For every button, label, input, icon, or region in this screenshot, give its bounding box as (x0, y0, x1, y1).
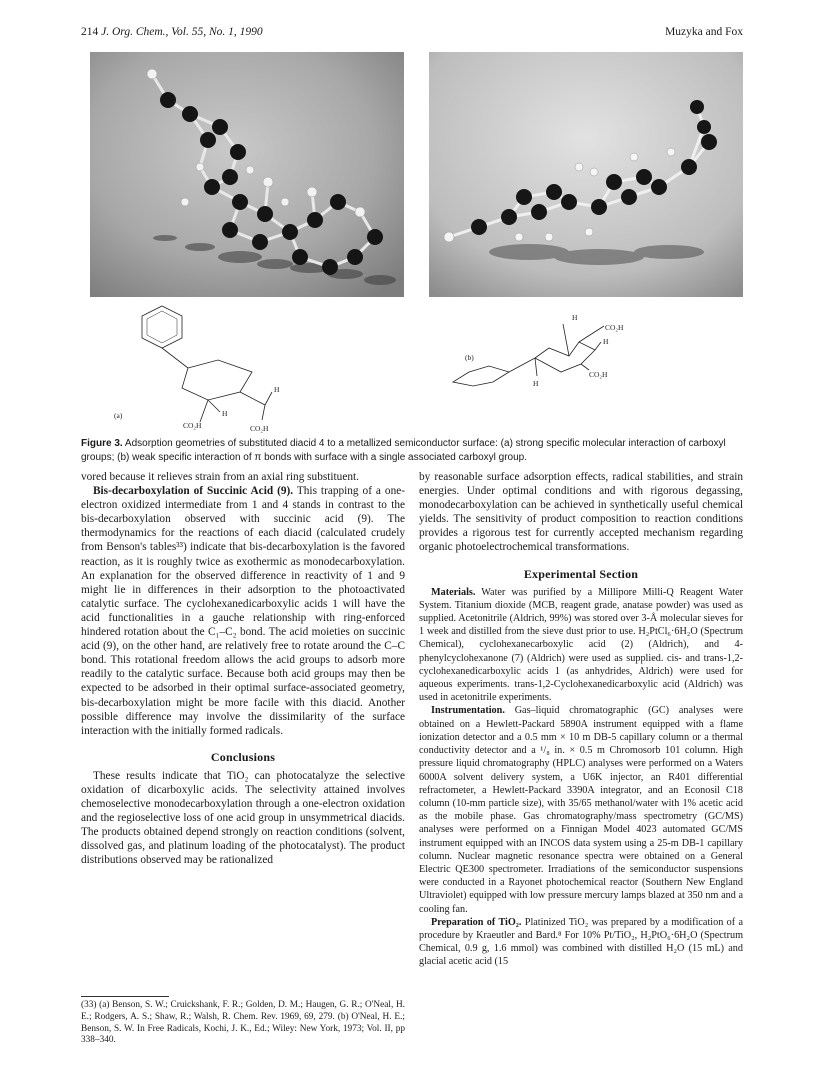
molecular-model-photo-a (90, 52, 404, 297)
instrumentation-paragraph (419, 704, 743, 915)
right-column (419, 470, 743, 969)
continued-conclusions-paragraph: by reasonable surface adsorption effects, radical stabilities, and strain energies. Under optimal conditions and with rigorous degassing, monodecarboxylation can be achieved in synthetically useful chemical yields. The sensitivity of product composition to reaction conditions provides a rigorous test for currently accepted mechanism regarding organic photoelectrochemical transformations. (419, 471, 743, 554)
struct-b-h-bot: H (533, 379, 539, 388)
experimental-section-heading: Experimental Section (523, 566, 639, 581)
struct-a-co2h-2: CO₂H (250, 424, 269, 433)
materials-heading: Materials. (431, 586, 476, 598)
volume-issue: Vol. 55, No. 1, 1990 (171, 26, 263, 38)
preparation-paragraph (419, 916, 743, 969)
conclusions-paragraph: These results indicate that TiO₂ can photocatalyze the selective oxidation of dicarboxylic acids. The selectivity attained involves chemoselective monodecarboxylation through a one-electron oxidation and the regioselective loss of one acid group in unsymmetrical diacids. The products obtained depend strongly on reaction conditions (solvent, dissolved gas, and platinum loading of the photocatalyst). The product distributions observed may be rationalized (81, 769, 405, 867)
molecular-model-photo-b (429, 52, 743, 297)
struct-b-co2h-top: CO₂H (605, 323, 624, 332)
preparation-body: Platinized TiO₂ was prepared by a modification of a procedure by Kraeutler and Bard.⁸ For 10% Pt/TiO₂, H₂PtO₆·6H₂O (Spectrum Chemical, 0.9 g, 1.6 mmol) was combined with distilled H₂O (15 mL) and glacial acetic acid (15 (419, 916, 743, 968)
panel-b-label: (b) (465, 353, 474, 362)
running-header (81, 26, 743, 42)
header-left (81, 26, 263, 38)
page-number: 214 (81, 26, 99, 38)
structure-drawing-a (90, 300, 404, 435)
left-column (81, 470, 405, 868)
caption-text: Adsorption geometries of substituted diacid 4 to a metallized semiconductor surface: (a) strong specific molecular interaction of carboxyl groups; (b) weak specific interaction of π bonds with surface with a single associated carboxyl group. (81, 438, 726, 463)
struct-a-co2h-1: CO₂H (183, 421, 202, 430)
instrumentation-body: Gas–liquid chromatographic (GC) analyses were obtained on a Hewlett-Packard 5890A instrument equipped with a flame ionization detector and a 0.5 mm × 10 m DB-5 capillary column or a thermal conductivity detector and a ¹/₈ in. × 0.5 m Chromosorb 101 column. High pressure liquid chromatography (HPLC) analyses were performed on a Waters 6000A solvent delivery system, a U6K injector, an R401 differential refractometer, a Hewlett-Packard 3390A integrator, and an Econosil C18 column (10-mm particle size), with 35/65 methanol/water with 1% acetic acid as the mobile phase. Gas chromatography/mass spectrometry (GC/MS) analyses were performed on a Finnigan Model 4023 automated GC/MS instrument equipped with an INCOS data system using a 25-m DB-1 capillary column. Nuclear magnetic resonance spectra were obtained on a General Electric QE300 spectrometer. Irradiations of the semiconductor suspensions were conducted in a Rayonet photochemical reactor (Southern New England Ultraviolet) equipped with low pressure mercury lamps blazed at 350 nm and a cooling fan. (419, 705, 743, 915)
bis-decarboxylation-body: This trapping of a one-electron oxidized intermediate from 1 and 4 stands in contrast to the bis-decarboxylation observed with succinic acid (9). The thermodynamics for the reactions of each diacid (calculated crudely from Benson's tables³³) indicate that bis-decarboxylation is the favored reaction, as it is roughly twice as exothermic as monodecarboxylation. An explanation for the observed difference in reactivity of 1 and 9 might lie in differences in their adsorption to the photoactivated catalytic surface. The cyclohexanedicarboxylic acids 1 will have the acid functionalities in a gauche relationship with ring-enforced hindered rotation about the C₁–C₂ bond. The acid moieties on succinic acid (9), on the other hand, are relatively free to rotate around the C–C bond. This rotational freedom allows the acid groups to adsorb more readily to the catalytic surface. Because both acid groups may then be expected to be adsorbed in their optimal surface-associated geometry, bis-decarboxylation might be more facile with this diacid. Another possible difference may involve the dissimilarity of the surface interaction with the initially formed radicals. (81, 485, 405, 737)
materials-paragraph (419, 586, 743, 705)
conclusions-heading: Conclusions (210, 749, 276, 764)
materials-body: Water was purified by a Millipore Milli-Q Reagent Water System. Titanium dioxide (MCB, reagent grade, anatase powder) was used as supplied. Acetonitrile (Aldrich, 99%) was stored over 3-Å molecular sieves for 1 week and distilled from the sieve dust prior to use. H₂PtCl₆·6H₂O (Spectrum Chemical), cyclohexanecarboxylic acid (2) (Aldrich), and 4-phenylcyclohexanone (7) (Aldrich) were used as supplied. cis- and trans-1,2-cyclohexanedicarboxylic acids 1 (as anhydrides, Aldrich) were used for aqueous experiments. trans-1,2-Cyclohexanedicarboxylic acid (Aldrich) was used in acetonitrile experiments. (419, 586, 743, 704)
struct-b-h-top: H (572, 313, 578, 322)
struct-a-h2: H (222, 409, 228, 418)
struct-b-co2h-bot: CO₂H (589, 370, 608, 379)
footnote-33: (33) (a) Benson, S. W.; Cruickshank, F. R.; Golden, D. M.; Haugen, G. R.; O'Neal, H. E.; Rodgers, A. S.; Shaw, R.; Walsh, R. Chem. Rev. 1969, 69, 279. (b) O'Neal, H. E.; Benson, S. W. In Free Radicals, Kochi, J. K., Ed.; Wiley: New York, 1973; Vol. II, pp 338–340. (81, 1000, 405, 1046)
figure-photo-b (429, 52, 743, 297)
struct-a-h1: H (274, 385, 280, 394)
journal-name: J. Org. Chem., (101, 26, 169, 38)
structure-drawing-b (429, 300, 743, 435)
header-authors: Muzyka and Fox (665, 26, 743, 38)
panel-a-label: (a) (114, 411, 123, 420)
caption-label: Figure 3. (81, 438, 123, 449)
continued-paragraph: vored because it relieves strain from an axial ring substituent. (81, 471, 359, 483)
instrumentation-heading: Instrumentation. (431, 705, 505, 717)
bis-decarboxylation-heading: Bis-decarboxylation of Succinic Acid (9). (93, 485, 294, 498)
struct-b-h-mid: H (603, 337, 609, 346)
figure-photo-a (90, 52, 404, 297)
bis-decarboxylation-paragraph (81, 484, 405, 738)
figure-caption (81, 437, 743, 464)
footnote-rule (81, 996, 169, 997)
preparation-heading: Preparation of TiO₂. (431, 916, 522, 928)
